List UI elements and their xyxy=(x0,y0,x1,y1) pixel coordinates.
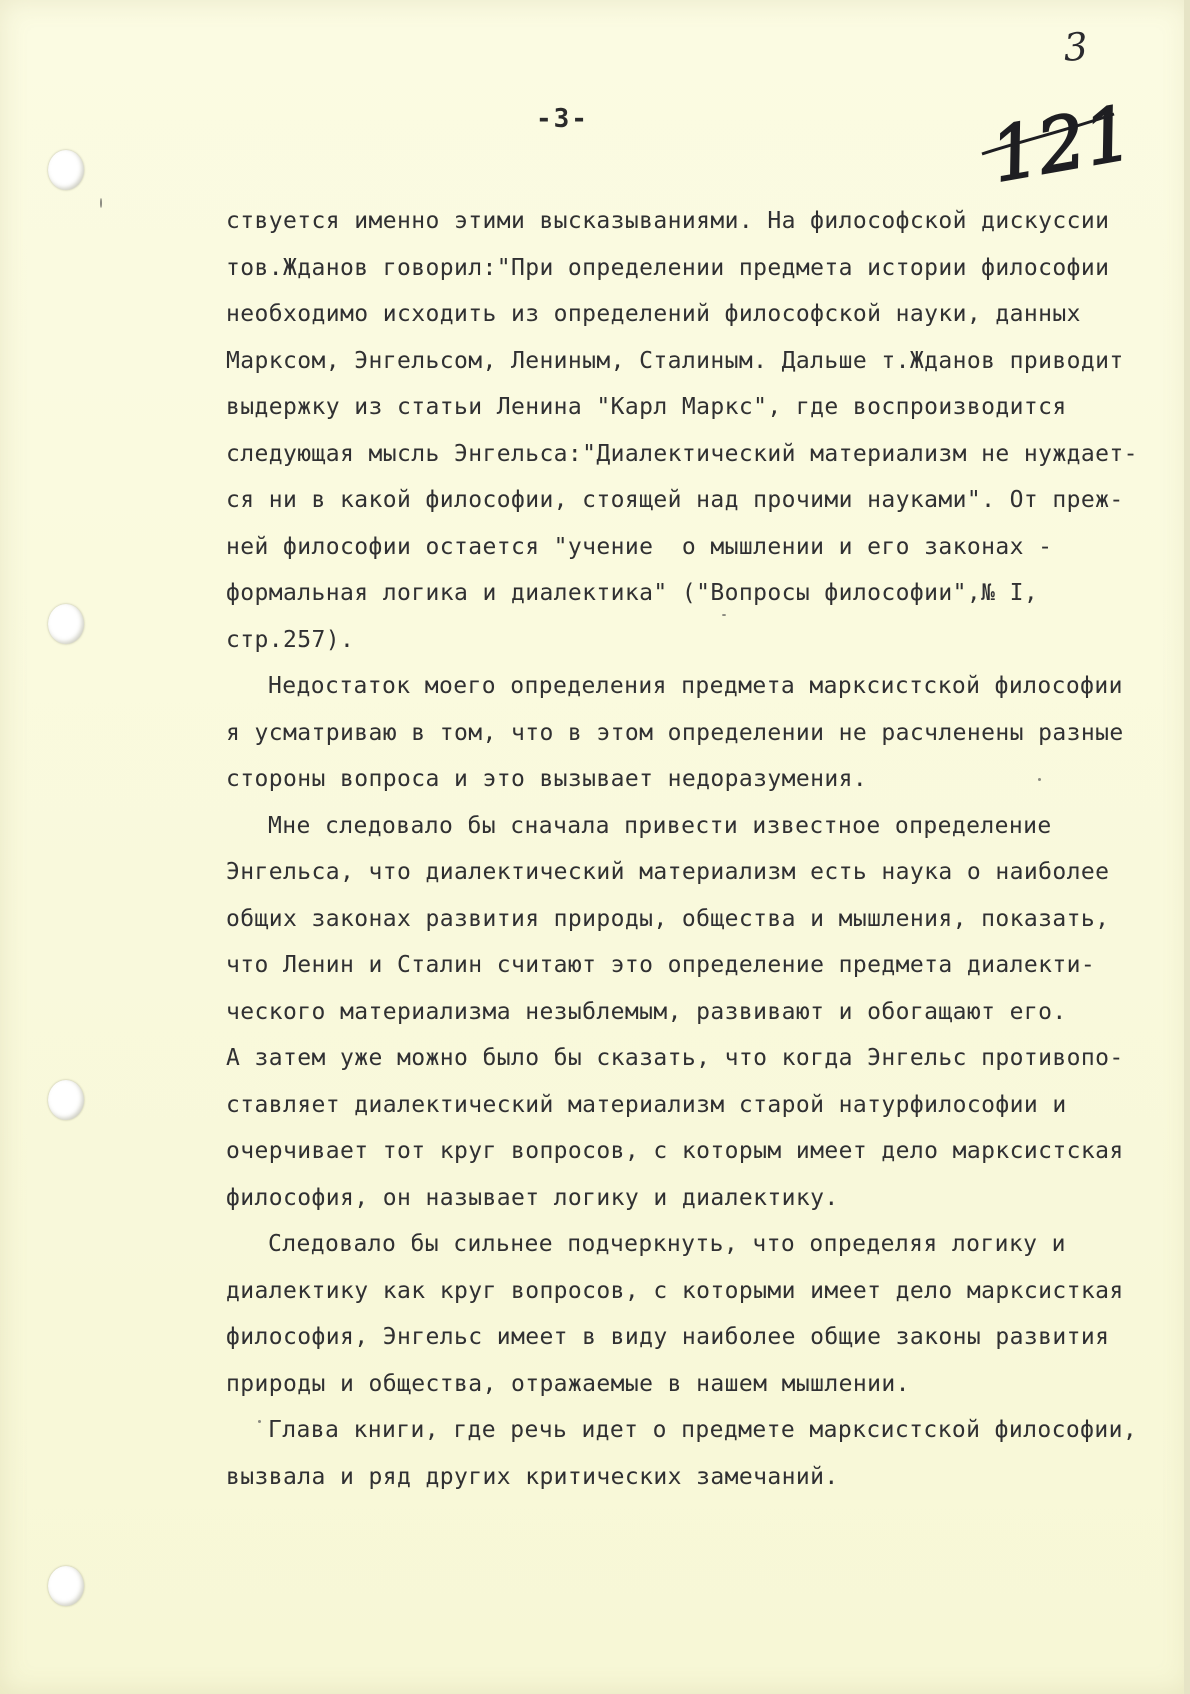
text-line: тов.Жданов говорил:"При определении предмета истории философии xyxy=(226,254,1110,281)
text-line: следующая мысль Энгельса:"Диалектический материализм не нуждает- xyxy=(226,440,1138,467)
text-line: стороны вопроса и это вызывает недоразумения. xyxy=(226,766,868,792)
text-line: А затем уже можно было бы сказать, что когда Энгельс противопо- xyxy=(226,1045,1124,1071)
text-line: диалектику как круг вопросов, с которыми имеет дело марксисткая xyxy=(226,1277,1124,1304)
paper-speck xyxy=(722,614,726,616)
text-line: я усматриваю в том, что в этом определении не расчленены разные xyxy=(226,719,1124,746)
punch-hole xyxy=(48,1566,84,1606)
text-line: ствуется именно этими высказываниями. На философской дискуссии xyxy=(226,208,1110,234)
text-line: Недостаток моего определения предмета марксистской философии xyxy=(268,673,1123,699)
text-line: Энгельса, что диалектический материализм есть наука о наиболее xyxy=(226,859,1110,885)
text-line: вызвала и ряд других критических замечаний. xyxy=(226,1463,839,1490)
text-line: философия, Энгельс имеет в виду наиболее общие законы развития xyxy=(226,1324,1110,1350)
folio-number-stamp xyxy=(978,84,1139,200)
punch-hole xyxy=(48,604,84,644)
text-line: философия, он называет логику и диалектику. xyxy=(226,1184,839,1211)
text-line: что Ленин и Сталин считают это определение предмета диалекти- xyxy=(226,952,1096,978)
text-line: ней философии остается "учение о мышлении и его законах - xyxy=(226,533,1053,560)
paper-speck xyxy=(258,1420,261,1423)
text-line: Марксом, Энгельсом, Лениным, Сталиным. Дальше т.Жданов приводит xyxy=(226,347,1124,374)
folio-number: 121 xyxy=(984,90,1139,200)
text-line: ся ни в какой философии, стоящей над прочими науками". От преж- xyxy=(226,487,1124,513)
text-line: общих законах развития природы, общества и мышления, показать, xyxy=(226,905,1110,932)
text-line: Мне следовало бы сначала привести известное определение xyxy=(268,812,1052,839)
text-line: выдержку из статьи Ленина "Карл Маркс", где воспроизводится xyxy=(226,394,1067,420)
punch-hole xyxy=(48,1080,84,1120)
text-line: Глава книги, где речь идет о предмете марксистской философии, xyxy=(268,1417,1138,1443)
text-line: ческого материализма незыблемым, развивают и обогащают его. xyxy=(226,998,1067,1025)
text-line: стр.257). xyxy=(226,626,355,653)
typed-text-body xyxy=(226,198,1146,1500)
archive-number: 3 xyxy=(1062,24,1090,70)
punch-hole xyxy=(48,150,84,190)
text-line: Следовало бы сильнее подчеркнуть, что определяя логику и xyxy=(268,1231,1066,1257)
text-line: необходимо исходить из определений философской науки, данных xyxy=(226,301,1081,327)
page-edge xyxy=(1184,0,1190,1694)
page-number: -3- xyxy=(536,104,589,134)
paper-speck xyxy=(100,198,102,208)
text-line: ставляет диалектический материализм старой натурфилософии и xyxy=(226,1091,1067,1118)
text-line: формальная логика и диалектика" ("Вопросы философии",№ I, xyxy=(226,580,1039,606)
paper-speck xyxy=(1038,778,1041,781)
text-line: природы и общества, отражаемые в нашем мышлении. xyxy=(226,1370,910,1397)
text-line: очерчивает тот круг вопросов, с которым имеет дело марксистская xyxy=(226,1138,1124,1164)
